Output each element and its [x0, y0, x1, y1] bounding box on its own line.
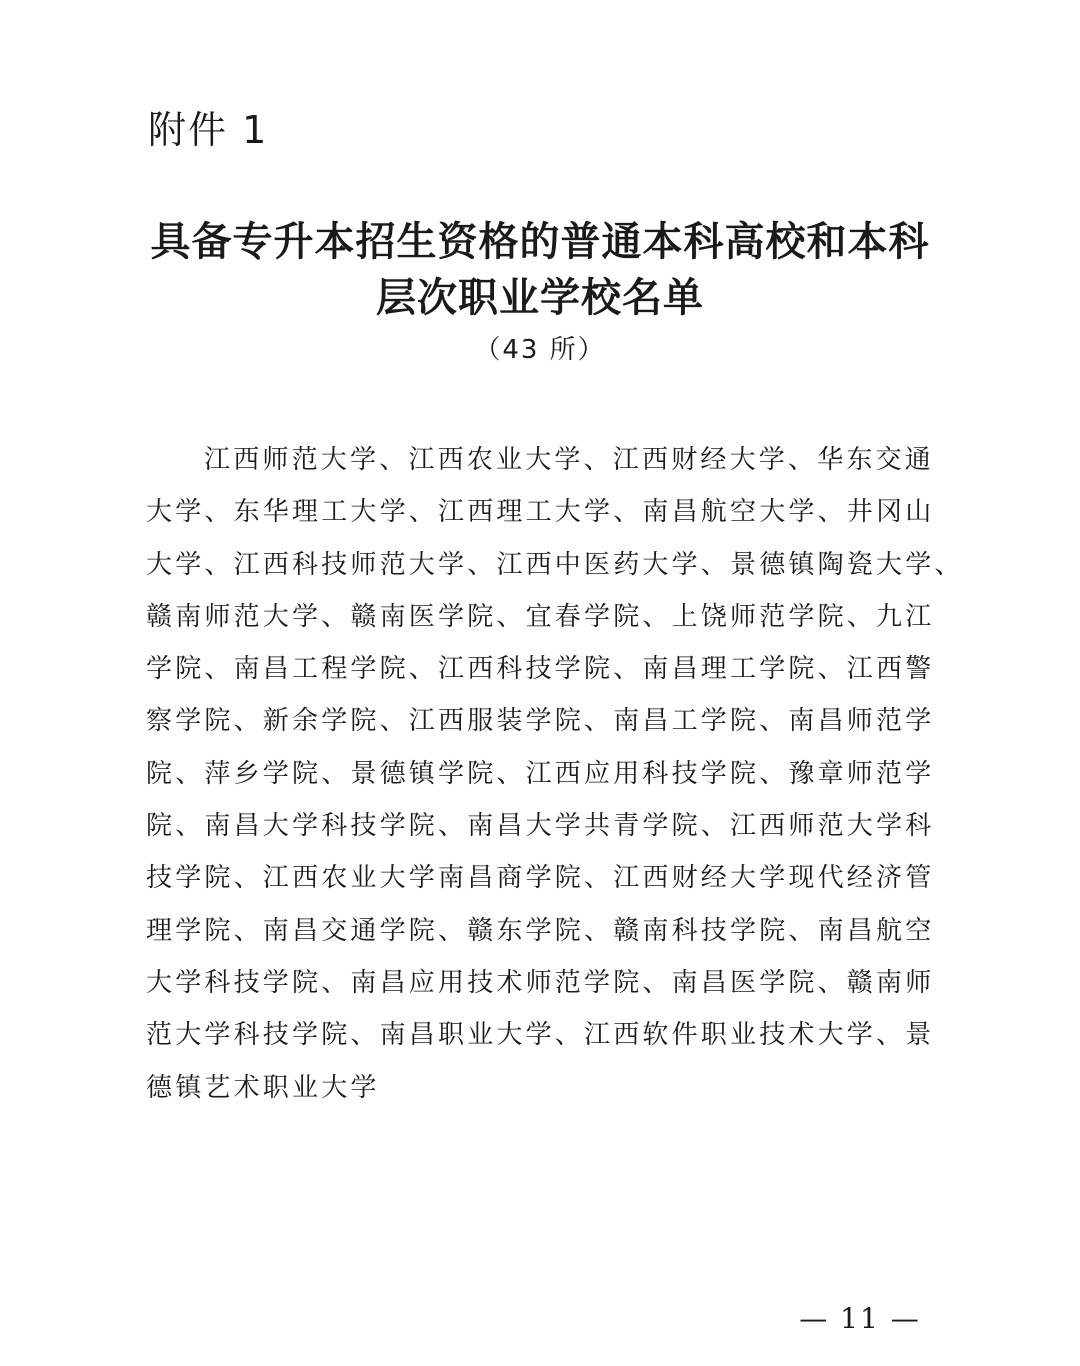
- paragraph-line: 大学、江西科技师范大学、江西中医药大学、景德镇陶瓷大学、: [146, 549, 964, 580]
- paragraph-line: 学院、南昌工程学院、江西科技学院、南昌理工学院、江西警: [146, 654, 935, 685]
- paragraph-line: 院、南昌大学科技学院、南昌大学共青学院、江西师范大学科: [146, 811, 935, 842]
- attachment-label: 附件 1: [148, 108, 269, 152]
- title-line-1: 具备专升本招生资格的普通本科高校和本科: [150, 218, 930, 265]
- document-title: [120, 214, 960, 326]
- paragraph-line: 范大学科技学院、南昌职业大学、江西软件职业技术大学、景: [146, 1020, 935, 1051]
- paragraph-line: 大学、东华理工大学、江西理工大学、南昌航空大学、井冈山: [146, 497, 935, 528]
- page-number: — 11 —: [799, 1302, 921, 1335]
- paragraph-line: 江西师范大学、江西农业大学、江西财经大学、华东交通: [204, 445, 935, 475]
- paragraph-line: 院、萍乡学院、景德镇学院、江西应用科技学院、豫章师范学: [146, 758, 935, 789]
- title-line-2: 层次职业学校名单: [376, 274, 704, 321]
- school-count-note: （43 所）: [474, 335, 606, 365]
- paragraph-line: 德镇艺术职业大学: [146, 1072, 380, 1103]
- paragraph-line: 大学科技学院、南昌应用技术师范学院、南昌医学院、赣南师: [146, 967, 935, 998]
- paragraph-line: 理学院、南昌交通学院、赣东学院、赣南科技学院、南昌航空: [146, 915, 935, 946]
- paragraph-line: 察学院、新余学院、江西服装学院、南昌工学院、南昌师范学: [146, 706, 935, 737]
- paragraph-line: 赣南师范大学、赣南医学院、宜春学院、上饶师范学院、九江: [146, 601, 935, 632]
- paragraph-line: 技学院、江西农业大学南昌商学院、江西财经大学现代经济管: [146, 863, 935, 894]
- school-list-paragraph: [146, 434, 964, 1114]
